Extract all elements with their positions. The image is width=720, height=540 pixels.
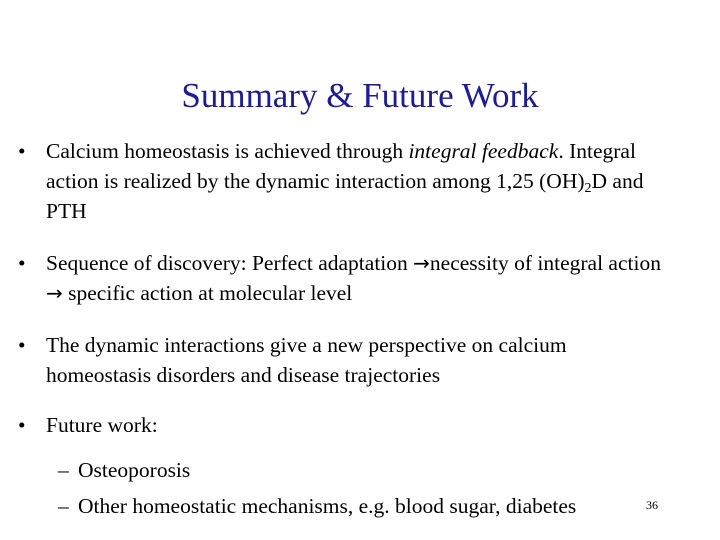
- bullet-text-part: necessity of integral action: [429, 251, 661, 275]
- bullet-list: [18, 136, 668, 524]
- sub-bullet-item: [58, 488, 668, 524]
- subscript: 2: [584, 181, 592, 196]
- bullet-text: [46, 136, 668, 226]
- bullet-text-part: Sequence of discovery: Perfect adaptation: [46, 251, 414, 275]
- page-number: 36: [646, 498, 658, 512]
- sub-bullet-list: [58, 452, 668, 524]
- sub-bullet-text: Other homeostatic mechanisms, e.g. blood sugar, diabetes: [78, 494, 577, 518]
- bullet-text: [46, 248, 668, 308]
- bullet-item: [18, 136, 668, 226]
- dash-symbol: –: [58, 458, 69, 482]
- sub-bullet-text: Osteoporosis: [78, 458, 191, 482]
- bullet-text: The dynamic interactions give a new perspective on calcium homeostasis disorders and disease trajectories: [46, 333, 567, 387]
- bullet-item: [18, 248, 668, 308]
- bullet-text-part: . Integral action is realized by the dynamic interaction among 1,25 (OH): [46, 139, 636, 193]
- bullet-dot: •: [18, 413, 26, 437]
- bullet-text-part: D and PTH: [46, 169, 644, 223]
- bullet-text-part: specific action at molecular level: [62, 281, 353, 305]
- bullet-dot: •: [18, 251, 26, 275]
- dash-symbol: –: [58, 494, 69, 518]
- sub-bullet-item: [58, 452, 668, 488]
- bullet-text: Future work:: [46, 413, 158, 437]
- arrow-right-icon: →: [46, 281, 63, 305]
- slide-title: Summary & Future Work: [181, 76, 539, 115]
- arrow-right-icon: →: [413, 251, 430, 275]
- bullet-text-part: Calcium homeostasis is achieved through: [46, 139, 409, 163]
- emphasis-text: integral feedback: [408, 139, 559, 163]
- bullet-item: [18, 410, 668, 440]
- bullet-dot: •: [18, 333, 26, 357]
- bullet-item: [18, 330, 668, 390]
- bullet-dot: •: [18, 139, 26, 163]
